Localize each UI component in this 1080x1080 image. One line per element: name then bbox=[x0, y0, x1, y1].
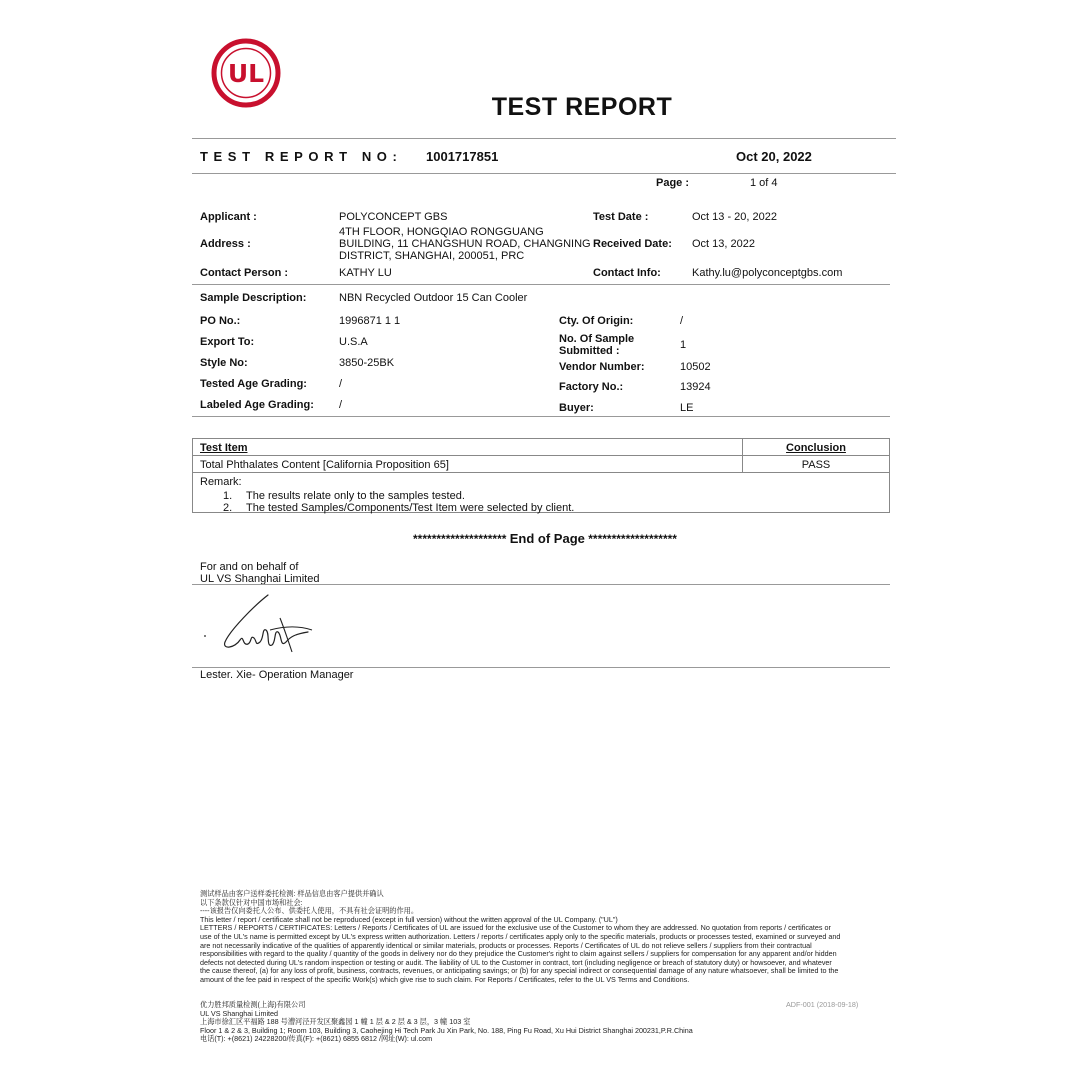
disclaimer-en-line: responsibilities with regard to the quality / quantity of the goods in delivery nor do they prejudice the Customer's right to claim against sellers / suppliers for compensation for any apparent and/or hidden bbox=[200, 949, 837, 959]
export-value: U.S.A bbox=[339, 336, 368, 348]
test-date-value: Oct 13 - 20, 2022 bbox=[692, 211, 777, 223]
table-cell-conclusion: PASS bbox=[801, 459, 831, 471]
end-of-page bbox=[0, 531, 1080, 546]
report-date: Oct 20, 2022 bbox=[736, 149, 812, 164]
address-line: BUILDING, 11 CHANGSHUN ROAD, CHANGNING bbox=[339, 238, 591, 250]
disclaimer-en-line: are not necessarily indicative of the qualities of apparently identical or similar materials, products or processes. Reports / Certificates of UL do not relieve sellers / suppliers from their contractual bbox=[200, 940, 812, 950]
remark-text: The results relate only to the samples tested. bbox=[246, 490, 465, 502]
buyer-label: Buyer: bbox=[559, 402, 594, 414]
num-sample-value: 1 bbox=[680, 339, 687, 351]
applicant-value: POLYCONCEPT GBS bbox=[339, 211, 448, 223]
report-no-label: TEST REPORT NO: bbox=[200, 149, 403, 164]
col-header-test-item: Test Item bbox=[200, 442, 248, 454]
num-sample-label-line: Submitted : bbox=[559, 345, 620, 357]
table-row-divider bbox=[192, 472, 890, 473]
behalf-company: UL VS Shanghai Limited bbox=[200, 573, 320, 585]
remark-number: 1. bbox=[223, 490, 233, 502]
remark-label: Remark: bbox=[200, 476, 242, 488]
received-date-label: Received Date: bbox=[593, 238, 672, 250]
divider bbox=[192, 584, 890, 585]
col-header-conclusion: Conclusion bbox=[786, 442, 846, 454]
report-no: 1001717851 bbox=[426, 149, 499, 164]
disclaimer-en-line: use of the UL's name is permitted except by UL's express written authorization. Letters / reports / certificates apply only to the specific materials, products or processes tested, examined or surveyed and bbox=[200, 931, 841, 941]
company-en: UL VS Shanghai Limited bbox=[200, 1008, 279, 1018]
page-label: Page : bbox=[656, 177, 690, 189]
table-row-divider bbox=[192, 455, 890, 456]
remark-text: The tested Samples/Components/Test Item were selected by client. bbox=[246, 502, 575, 514]
origin-label: Cty. Of Origin: bbox=[559, 315, 634, 327]
address-en: Floor 1 & 2 & 3, Building 1; Room 103, Building 3, Caohejing Hi Tech Park Ju Xin Park, No. 188, Ping Fu Road, Xu Hui District Shanghai 200231,P.R.China bbox=[200, 1025, 693, 1035]
form-code: ADF-001 (2018-09-18) bbox=[786, 1000, 859, 1009]
remark-number: 2. bbox=[223, 502, 233, 514]
address-value bbox=[339, 226, 591, 262]
address-label: Address : bbox=[200, 238, 251, 250]
phone-line: 电话(T): +(8621) 24228200/传真(F): +(8621) 6855 6812 /网址(W): ul.com bbox=[200, 1034, 433, 1044]
disclaimer-en-line: the cause thereof, (a) for any loss of profit, business, contracts, revenues, or anticipating savings; or (b) for any special indirect or consequential damage of any nature whatsoever, shall be limited to the bbox=[200, 966, 839, 976]
end-stars-right: ******************* bbox=[588, 532, 677, 546]
logo-text: UL bbox=[227, 59, 265, 88]
disclaimer-cn-line: 测试样品由客户送样委托检测: 样品信息由客户提供并确认 bbox=[200, 889, 384, 898]
num-sample-label-line: No. Of Sample bbox=[559, 333, 635, 345]
po-label: PO No.: bbox=[200, 315, 241, 327]
disclaimer-cn-line: ----该报告仅向委托人公布、供委托人使用，不具有社会证明的作用。 bbox=[200, 906, 419, 916]
address-cn: 上海市徐汇区平福路 188 号漕河泾开发区聚鑫园 1 幢 1 层 & 2 层 & 3 层，3 幢 103 室 bbox=[200, 1017, 471, 1027]
disclaimer-en-line: defects not detected during UL's random inspection or testing or audit. The liability of UL to the Customer in contract, tort (including negligence or breach of statutory duty) or howsoever, and whatever bbox=[200, 957, 832, 967]
contact-info-value: Kathy.lu@polyconceptgbs.com bbox=[692, 267, 843, 279]
test-date-label: Test Date : bbox=[593, 211, 649, 223]
sample-desc-label: Sample Description: bbox=[200, 292, 307, 304]
divider bbox=[192, 173, 896, 174]
page-title: TEST REPORT bbox=[491, 93, 673, 121]
divider bbox=[192, 667, 890, 668]
signatory-name: Lester. Xie- Operation Manager bbox=[200, 669, 354, 681]
divider bbox=[192, 416, 890, 417]
origin-value: / bbox=[680, 315, 684, 327]
style-label: Style No: bbox=[200, 357, 248, 369]
applicant-label: Applicant : bbox=[200, 211, 257, 223]
behalf-line: For and on behalf of bbox=[200, 561, 299, 573]
factory-label: Factory No.: bbox=[559, 381, 624, 393]
vendor-label: Vendor Number: bbox=[559, 361, 645, 373]
page-value: 1 of 4 bbox=[750, 177, 778, 189]
disclaimer-cn-line: 以下条款仅针对中国市场和社会: bbox=[200, 897, 303, 907]
contact-person-value: KATHY LU bbox=[339, 267, 392, 279]
received-date-value: Oct 13, 2022 bbox=[692, 238, 755, 250]
disclaimer bbox=[200, 890, 890, 985]
sample-desc-value: NBN Recycled Outdoor 15 Can Cooler bbox=[339, 292, 528, 304]
factory-value: 13924 bbox=[680, 381, 711, 393]
disclaimer-en-line: LETTERS / REPORTS / CERTIFICATES: Letters / Reports / Certificates of UL are issued for the exclusive use of the Customer to whom they are addressed. No quotation from reports / certificates or bbox=[200, 923, 831, 933]
signature bbox=[200, 590, 320, 660]
company-footer bbox=[200, 1001, 800, 1044]
export-label: Export To: bbox=[200, 336, 255, 348]
disclaimer-en-line: amount of the fee paid in respect of the specific Work(s) which give rise to such claim. For Reports / Certificates, refer to the UL VS Terms and Conditions. bbox=[200, 974, 690, 984]
labeled-age-value: / bbox=[339, 399, 343, 411]
company-cn: 优力胜邦质量检测(上海)有限公司 bbox=[200, 1000, 306, 1009]
end-text: End of Page bbox=[509, 531, 585, 546]
address-line: DISTRICT, SHANGHAI, 200051, PRC bbox=[339, 250, 525, 262]
vendor-value: 10502 bbox=[680, 361, 711, 373]
divider bbox=[192, 138, 896, 139]
contact-person-label: Contact Person : bbox=[200, 267, 289, 279]
table-cell-test-item: Total Phthalates Content [California Proposition 65] bbox=[200, 459, 449, 471]
tested-age-value: / bbox=[339, 378, 343, 390]
contact-info-label: Contact Info: bbox=[593, 267, 661, 279]
style-value: 3850-25BK bbox=[339, 357, 395, 369]
num-sample-label bbox=[559, 333, 634, 357]
buyer-value: LE bbox=[680, 402, 694, 414]
labeled-age-label: Labeled Age Grading: bbox=[200, 399, 314, 411]
end-stars-left: ******************** bbox=[413, 532, 507, 546]
tested-age-label: Tested Age Grading: bbox=[200, 378, 307, 390]
disclaimer-en-line: This letter / report / certificate shall not be reproduced (except in full version) without the written approval of the UL Company. ("UL") bbox=[200, 914, 618, 924]
divider bbox=[192, 284, 890, 285]
po-value: 1996871 1 1 bbox=[339, 315, 401, 327]
address-line: 4TH FLOOR, HONGQIAO RONGGUANG bbox=[339, 226, 544, 238]
